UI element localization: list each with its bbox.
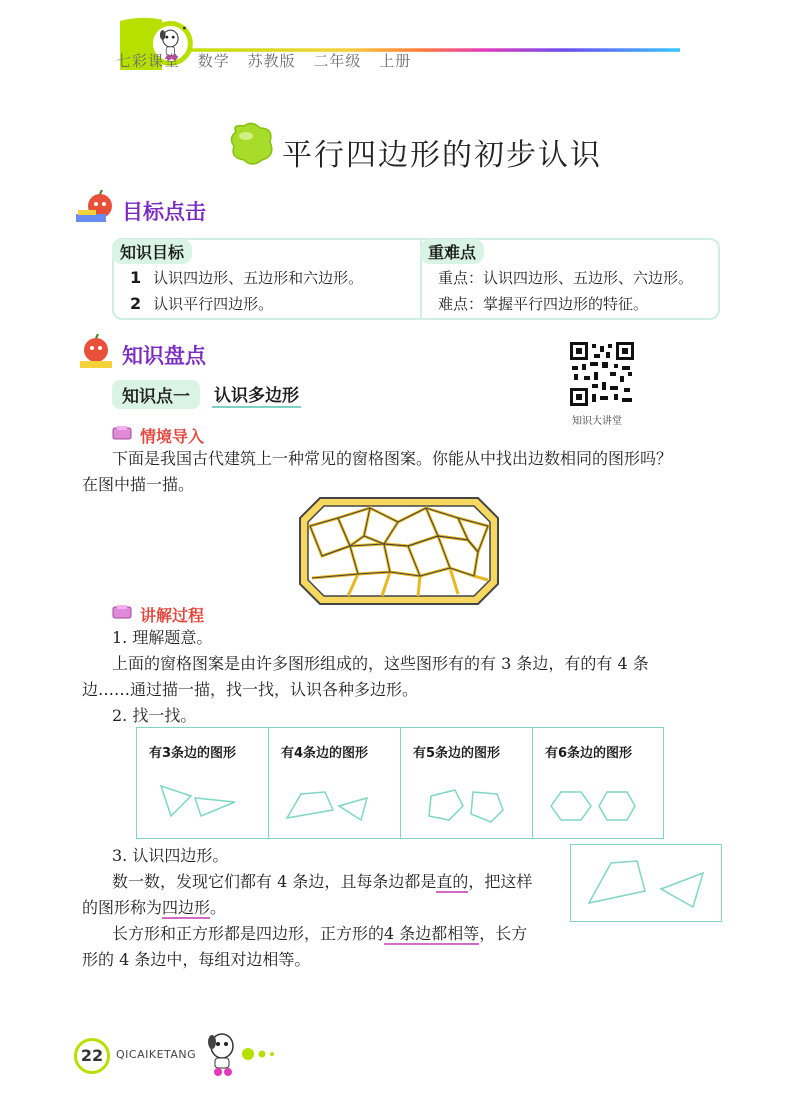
edition-name: 苏教版 [247, 52, 296, 70]
table-cell [533, 728, 663, 838]
situation-heading: 情境导入 [140, 427, 205, 446]
goal-text: 认识四边形、五边形和六边形。 [153, 269, 364, 287]
table-cell [401, 728, 533, 838]
step-1-text-line-2: 边……通过描一描，找一找，认识各种多边形。 [82, 680, 419, 699]
text: ，长方 [479, 924, 528, 943]
volume-name: 上册 [379, 52, 412, 70]
grade-name: 二年级 [313, 52, 362, 70]
text: 长方形和正方形都是四边形，正方形的 [112, 924, 385, 943]
situation-text-line-2: 在图中描一描。 [82, 475, 195, 494]
series-name: 七彩课堂 [116, 52, 181, 70]
underlined-text: 4 条边都相等 [384, 924, 480, 943]
table-cell [269, 728, 401, 838]
goal-number: 2 [130, 294, 142, 313]
step-3-para-2-line-1 [112, 921, 527, 947]
inventory-heading: 知识盘点 [122, 344, 206, 368]
header-text [116, 50, 423, 71]
step-3-para-2-line-2: 形的 4 条边中，每组对边相等。 [82, 950, 311, 969]
table-header: 有4条边的图形 [281, 746, 369, 761]
goals-heading: 目标点击 [122, 200, 206, 224]
situation-text-line-1: 下面是我国古代建筑上一种常见的窗格图案。你能从中找出边数相同的图形吗？ [112, 449, 673, 468]
footer-mascot-icon [200, 1030, 290, 1078]
step-3-para-1-line-1 [112, 869, 532, 895]
qr-code[interactable] [570, 342, 634, 406]
quadrilaterals-drawing [283, 780, 383, 826]
quadrilaterals-drawing [581, 851, 715, 917]
key-point-item: 重点：认识四边形、五边形、六边形。 [438, 269, 694, 287]
text: 数一数，发现它们都有 4 条边，且每条边都是 [112, 872, 437, 891]
table-header: 有3条边的图形 [149, 746, 237, 761]
pencil-box-icon [112, 425, 134, 441]
difficult-point-item: 难点：掌握平行四边形的特征。 [438, 295, 649, 313]
table-header: 有5条边的图形 [413, 746, 501, 761]
underlined-text: 直的 [436, 872, 469, 891]
goal-number: 1 [130, 268, 142, 287]
table-cell [137, 728, 269, 838]
text: 的图形称为 [82, 898, 163, 917]
text: 。 [210, 898, 227, 917]
apple-mascot-icon [74, 334, 118, 370]
table-header: 有6条边的图形 [545, 746, 633, 761]
knowledge-point-tab: 知识点一 [112, 380, 200, 409]
apple-mascot-icon [74, 190, 118, 226]
hexagons-drawing [547, 780, 651, 826]
goal-text: 认识平行四边形。 [153, 295, 274, 313]
process-heading: 讲解过程 [140, 606, 205, 625]
footer-brand: QICAIKETANG [116, 1048, 197, 1061]
title-blob-icon [228, 122, 276, 168]
knowledge-point-name: 认识多边形 [212, 381, 301, 408]
step-1-text-line-1: 上面的窗格图案是由许多图形组成的，这些图形有的有 3 条边，有的有 4 条 [112, 654, 649, 673]
subject-name: 数学 [197, 52, 230, 70]
step-2-title: 2. 找一找。 [112, 706, 197, 725]
qr-caption: 知识大讲堂 [572, 416, 622, 427]
shape-classification-table [136, 727, 664, 839]
pentagons-drawing [421, 780, 521, 826]
page-number: 22 [74, 1038, 110, 1074]
quadrilateral-example-box [570, 844, 722, 922]
page-title: 平行四边形的初步认识 [282, 138, 602, 173]
goal-item-1 [130, 267, 363, 288]
key-points-tab: 重难点 [420, 239, 484, 264]
knowledge-goals-tab: 知识目标 [112, 239, 192, 264]
step-3-title: 3. 认识四边形。 [112, 846, 229, 865]
triangles-drawing [157, 782, 247, 822]
goal-item-2 [130, 293, 273, 314]
window-lattice-image [298, 496, 500, 606]
underlined-text: 四边形 [162, 898, 211, 917]
pencil-box-icon [112, 604, 134, 620]
step-1-title: 1. 理解题意。 [112, 628, 213, 647]
step-3-para-1-line-2 [82, 895, 226, 921]
text: ，把这样 [468, 872, 533, 891]
